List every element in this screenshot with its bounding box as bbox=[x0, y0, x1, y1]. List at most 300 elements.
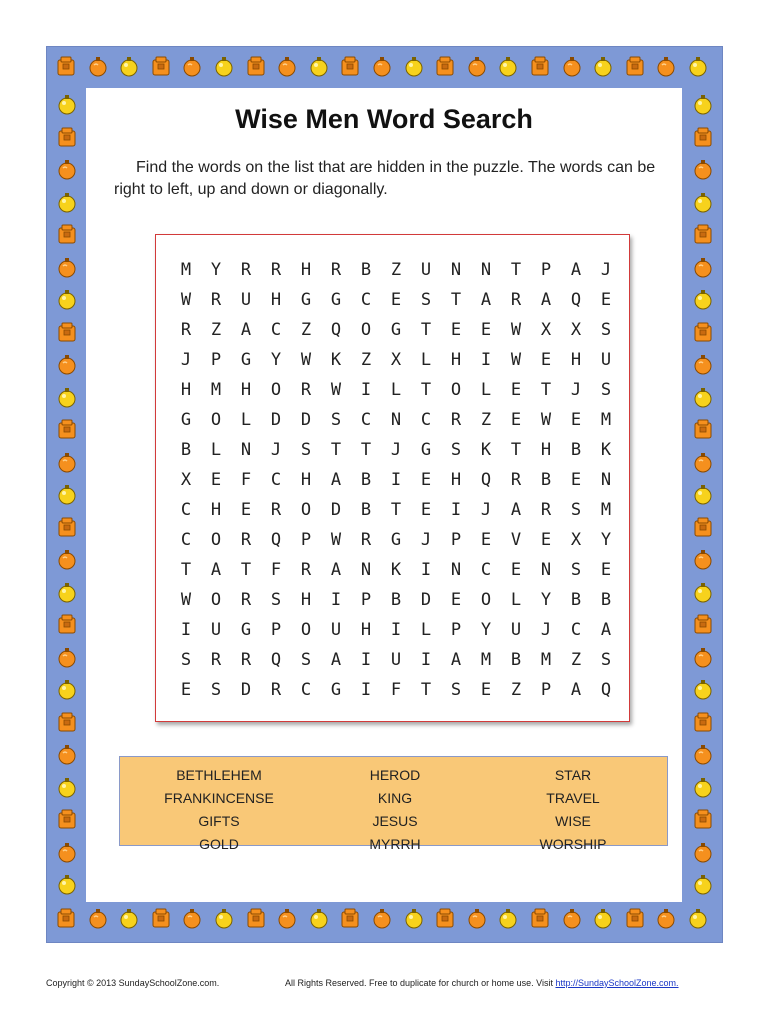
gift-box-icon bbox=[692, 320, 714, 344]
grid-letter: A bbox=[570, 260, 582, 280]
word-list-item: WISE bbox=[555, 813, 591, 829]
grid-letter: H bbox=[210, 500, 222, 520]
grid-letter: E bbox=[570, 470, 582, 490]
grid-letter: K bbox=[330, 350, 342, 370]
grid-letter: A bbox=[570, 680, 582, 700]
orange-ornament-icon bbox=[692, 157, 714, 181]
word-list-item: TRAVEL bbox=[546, 790, 600, 806]
grid-letter: D bbox=[300, 410, 312, 430]
grid-letter: U bbox=[510, 620, 522, 640]
grid-letter: G bbox=[390, 320, 402, 340]
grid-letter: R bbox=[240, 260, 252, 280]
grid-letter: Z bbox=[570, 650, 582, 670]
grid-letter: G bbox=[390, 530, 402, 550]
grid-letter: M bbox=[600, 410, 612, 430]
grid-letter: C bbox=[180, 500, 192, 520]
grid-letter: M bbox=[600, 500, 612, 520]
grid-letter: R bbox=[300, 560, 312, 580]
grid-letter: U bbox=[240, 290, 252, 310]
gift-box-icon bbox=[55, 54, 77, 78]
grid-row bbox=[171, 525, 621, 555]
grid-letter: N bbox=[390, 410, 402, 430]
gold-ornament-icon bbox=[687, 906, 709, 930]
gold-ornament-icon bbox=[308, 54, 330, 78]
gift-box-icon bbox=[56, 515, 78, 539]
grid-letter: S bbox=[330, 410, 342, 430]
grid-letter: U bbox=[390, 650, 402, 670]
grid-letter: A bbox=[510, 500, 522, 520]
grid-letter: E bbox=[390, 290, 402, 310]
orange-ornament-icon bbox=[692, 255, 714, 279]
grid-letter: C bbox=[300, 680, 312, 700]
grid-letter: O bbox=[210, 530, 222, 550]
word-list-item: WORSHIP bbox=[539, 836, 607, 852]
grid-letter: R bbox=[210, 650, 222, 670]
gift-box-icon bbox=[339, 54, 361, 78]
grid-letter: S bbox=[570, 560, 582, 580]
grid-letter: R bbox=[210, 290, 222, 310]
gold-ornament-icon bbox=[692, 580, 714, 604]
grid-letter: U bbox=[420, 260, 432, 280]
grid-row bbox=[171, 585, 621, 615]
grid-letter: H bbox=[540, 440, 552, 460]
gift-box-icon bbox=[56, 612, 78, 636]
orange-ornament-icon bbox=[181, 906, 203, 930]
grid-letter: Z bbox=[210, 320, 222, 340]
gold-ornament-icon bbox=[308, 906, 330, 930]
grid-letter: W bbox=[540, 410, 552, 430]
grid-letter: E bbox=[240, 500, 252, 520]
gold-ornament-icon bbox=[403, 906, 425, 930]
grid-letter: E bbox=[480, 530, 492, 550]
grid-letter: H bbox=[180, 380, 192, 400]
grid-letter: W bbox=[300, 350, 312, 370]
grid-letter: I bbox=[390, 620, 402, 640]
grid-letter: J bbox=[480, 500, 492, 520]
grid-letter: P bbox=[540, 680, 552, 700]
grid-letter: B bbox=[360, 260, 372, 280]
grid-letter: R bbox=[270, 680, 282, 700]
gold-ornament-icon bbox=[692, 872, 714, 896]
grid-letter: H bbox=[240, 380, 252, 400]
grid-letter: L bbox=[390, 380, 402, 400]
grid-letter: R bbox=[510, 290, 522, 310]
orange-ornament-icon bbox=[692, 352, 714, 376]
grid-letter: B bbox=[540, 470, 552, 490]
gold-ornament-icon bbox=[692, 677, 714, 701]
grid-letter: Y bbox=[270, 350, 282, 370]
grid-letter: A bbox=[330, 470, 342, 490]
orange-ornament-icon bbox=[56, 840, 78, 864]
word-list-item: JESUS bbox=[372, 813, 418, 829]
grid-letter: H bbox=[450, 350, 462, 370]
gold-ornament-icon bbox=[56, 580, 78, 604]
grid-letter: S bbox=[300, 650, 312, 670]
grid-letter: B bbox=[180, 440, 192, 460]
grid-letter: D bbox=[420, 590, 432, 610]
gift-box-icon bbox=[56, 710, 78, 734]
grid-letter: Q bbox=[270, 650, 282, 670]
grid-letter: K bbox=[390, 560, 402, 580]
gift-box-icon bbox=[529, 54, 551, 78]
grid-letter: W bbox=[330, 530, 342, 550]
grid-letter: T bbox=[390, 500, 402, 520]
gift-box-icon bbox=[150, 54, 172, 78]
grid-row bbox=[171, 645, 621, 675]
grid-letter: O bbox=[210, 410, 222, 430]
orange-ornament-icon bbox=[561, 54, 583, 78]
grid-letter: M bbox=[480, 650, 492, 670]
grid-row bbox=[171, 435, 621, 465]
grid-row bbox=[171, 255, 621, 285]
orange-ornament-icon bbox=[371, 906, 393, 930]
orange-ornament-icon bbox=[371, 54, 393, 78]
grid-letter: N bbox=[540, 560, 552, 580]
grid-letter: X bbox=[540, 320, 552, 340]
grid-letter: O bbox=[300, 620, 312, 640]
orange-ornament-icon bbox=[655, 54, 677, 78]
grid-letter: Q bbox=[330, 320, 342, 340]
grid-row bbox=[171, 675, 621, 705]
grid-letter: T bbox=[330, 440, 342, 460]
orange-ornament-icon bbox=[692, 840, 714, 864]
grid-letter: K bbox=[480, 440, 492, 460]
grid-letter: X bbox=[570, 530, 582, 550]
grid-letter: Z bbox=[360, 350, 372, 370]
grid-letter: Z bbox=[300, 320, 312, 340]
grid-row bbox=[171, 375, 621, 405]
gold-ornament-icon bbox=[692, 775, 714, 799]
footer-link[interactable]: http://SundaySchoolZone.com. bbox=[555, 978, 679, 988]
gift-box-icon bbox=[245, 906, 267, 930]
grid-letter: S bbox=[210, 680, 222, 700]
gift-box-icon bbox=[56, 125, 78, 149]
grid-letter: E bbox=[510, 410, 522, 430]
grid-letter: D bbox=[240, 680, 252, 700]
grid-letter: A bbox=[330, 560, 342, 580]
grid-letter: R bbox=[270, 260, 282, 280]
grid-letter: A bbox=[240, 320, 252, 340]
grid-letter: T bbox=[420, 380, 432, 400]
grid-letter: E bbox=[450, 590, 462, 610]
grid-letter: P bbox=[450, 530, 462, 550]
grid-letter: T bbox=[180, 560, 192, 580]
grid-letter: Z bbox=[510, 680, 522, 700]
orange-ornament-icon bbox=[56, 157, 78, 181]
gold-ornament-icon bbox=[56, 190, 78, 214]
grid-letter: R bbox=[330, 260, 342, 280]
grid-letter: B bbox=[360, 470, 372, 490]
grid-letter: H bbox=[270, 290, 282, 310]
gold-ornament-icon bbox=[592, 54, 614, 78]
grid-letter: B bbox=[360, 500, 372, 520]
grid-letter: Y bbox=[210, 260, 222, 280]
gift-box-icon bbox=[55, 906, 77, 930]
grid-letter: W bbox=[180, 290, 192, 310]
grid-letter: O bbox=[360, 320, 372, 340]
orange-ornament-icon bbox=[276, 54, 298, 78]
grid-letter: A bbox=[540, 290, 552, 310]
grid-letter: I bbox=[360, 680, 372, 700]
grid-letter: N bbox=[360, 560, 372, 580]
grid-letter: W bbox=[330, 380, 342, 400]
grid-letter: C bbox=[480, 560, 492, 580]
gold-ornament-icon bbox=[692, 190, 714, 214]
grid-letter: E bbox=[600, 560, 612, 580]
orange-ornament-icon bbox=[56, 645, 78, 669]
gold-ornament-icon bbox=[403, 54, 425, 78]
grid-letter: T bbox=[540, 380, 552, 400]
grid-letter: I bbox=[450, 500, 462, 520]
grid-letter: R bbox=[510, 470, 522, 490]
grid-letter: W bbox=[180, 590, 192, 610]
grid-letter: O bbox=[270, 380, 282, 400]
gold-ornament-icon bbox=[497, 906, 519, 930]
gold-ornament-icon bbox=[56, 482, 78, 506]
gift-box-icon bbox=[692, 515, 714, 539]
grid-letter: G bbox=[240, 620, 252, 640]
orange-ornament-icon bbox=[655, 906, 677, 930]
grid-letter: E bbox=[210, 470, 222, 490]
orange-ornament-icon bbox=[56, 255, 78, 279]
gold-ornament-icon bbox=[56, 677, 78, 701]
grid-letter: G bbox=[300, 290, 312, 310]
grid-letter: N bbox=[450, 560, 462, 580]
gift-box-icon bbox=[150, 906, 172, 930]
grid-letter: S bbox=[270, 590, 282, 610]
gift-box-icon bbox=[692, 125, 714, 149]
grid-letter: S bbox=[570, 500, 582, 520]
gift-box-icon bbox=[56, 417, 78, 441]
grid-letter: J bbox=[600, 260, 612, 280]
grid-letter: E bbox=[540, 530, 552, 550]
grid-letter: C bbox=[570, 620, 582, 640]
grid-letter: Z bbox=[480, 410, 492, 430]
word-list-item: BETHLEHEM bbox=[176, 767, 262, 783]
grid-letter: V bbox=[510, 530, 522, 550]
orange-ornament-icon bbox=[56, 742, 78, 766]
grid-letter: W bbox=[510, 350, 522, 370]
gift-box-icon bbox=[56, 320, 78, 344]
grid-letter: U bbox=[330, 620, 342, 640]
grid-letter: J bbox=[270, 440, 282, 460]
grid-letter: C bbox=[360, 410, 372, 430]
grid-letter: E bbox=[600, 290, 612, 310]
grid-letter: L bbox=[420, 620, 432, 640]
grid-letter: S bbox=[180, 650, 192, 670]
grid-letter: M bbox=[540, 650, 552, 670]
grid-letter: N bbox=[450, 260, 462, 280]
gold-ornament-icon bbox=[56, 287, 78, 311]
grid-letter: J bbox=[390, 440, 402, 460]
word-list-item: FRANKINCENSE bbox=[164, 790, 274, 806]
grid-letter: O bbox=[480, 590, 492, 610]
word-column-1 bbox=[144, 765, 294, 857]
grid-letter: P bbox=[540, 260, 552, 280]
gold-ornament-icon bbox=[56, 872, 78, 896]
grid-letter: I bbox=[390, 470, 402, 490]
grid-letter: A bbox=[450, 650, 462, 670]
orange-ornament-icon bbox=[181, 54, 203, 78]
grid-letter: T bbox=[510, 440, 522, 460]
word-list-item: MYRRH bbox=[369, 836, 421, 852]
grid-letter: T bbox=[450, 290, 462, 310]
grid-letter: E bbox=[570, 410, 582, 430]
word-list-item: KING bbox=[377, 790, 413, 806]
gold-ornament-icon bbox=[213, 906, 235, 930]
orange-ornament-icon bbox=[692, 450, 714, 474]
gold-ornament-icon bbox=[118, 54, 140, 78]
grid-row bbox=[171, 285, 621, 315]
word-list-item: STAR bbox=[554, 767, 592, 783]
grid-row bbox=[171, 615, 621, 645]
grid-letter: F bbox=[390, 680, 402, 700]
grid-letter: P bbox=[360, 590, 372, 610]
grid-letter: J bbox=[420, 530, 432, 550]
grid-letter: S bbox=[600, 650, 612, 670]
word-list-item: GOLD bbox=[199, 836, 239, 852]
gold-ornament-icon bbox=[692, 92, 714, 116]
orange-ornament-icon bbox=[56, 450, 78, 474]
word-list-item: HEROD bbox=[369, 767, 421, 783]
grid-letter: E bbox=[180, 680, 192, 700]
grid-letter: R bbox=[180, 320, 192, 340]
orange-ornament-icon bbox=[692, 547, 714, 571]
gift-box-icon bbox=[56, 222, 78, 246]
grid-letter: B bbox=[570, 440, 582, 460]
grid-letter: Q bbox=[600, 680, 612, 700]
grid-letter: E bbox=[480, 320, 492, 340]
grid-letter: H bbox=[300, 590, 312, 610]
grid-row bbox=[171, 465, 621, 495]
grid-letter: O bbox=[210, 590, 222, 610]
gift-box-icon bbox=[434, 906, 456, 930]
grid-letter: L bbox=[420, 350, 432, 370]
grid-letter: L bbox=[240, 410, 252, 430]
grid-letter: C bbox=[180, 530, 192, 550]
orange-ornament-icon bbox=[87, 54, 109, 78]
letter-grid bbox=[171, 255, 621, 705]
grid-row bbox=[171, 555, 621, 585]
grid-letter: H bbox=[570, 350, 582, 370]
grid-letter: Q bbox=[270, 530, 282, 550]
word-list-item: GIFTS bbox=[198, 813, 240, 829]
grid-letter: N bbox=[480, 260, 492, 280]
gold-ornament-icon bbox=[213, 54, 235, 78]
grid-letter: T bbox=[420, 680, 432, 700]
grid-letter: R bbox=[240, 650, 252, 670]
grid-letter: U bbox=[210, 620, 222, 640]
grid-letter: R bbox=[240, 590, 252, 610]
grid-letter: D bbox=[270, 410, 282, 430]
gift-box-icon bbox=[245, 54, 267, 78]
gift-box-icon bbox=[692, 612, 714, 636]
grid-letter: B bbox=[510, 650, 522, 670]
footer-rights bbox=[285, 978, 679, 988]
grid-letter: U bbox=[600, 350, 612, 370]
gold-ornament-icon bbox=[497, 54, 519, 78]
gift-box-icon bbox=[529, 906, 551, 930]
grid-letter: H bbox=[450, 470, 462, 490]
gift-box-icon bbox=[692, 417, 714, 441]
orange-ornament-icon bbox=[466, 906, 488, 930]
grid-row bbox=[171, 345, 621, 375]
grid-letter: E bbox=[540, 350, 552, 370]
grid-letter: D bbox=[330, 500, 342, 520]
orange-ornament-icon bbox=[561, 906, 583, 930]
grid-letter: J bbox=[540, 620, 552, 640]
grid-letter: O bbox=[300, 500, 312, 520]
grid-letter: B bbox=[390, 590, 402, 610]
grid-letter: G bbox=[420, 440, 432, 460]
grid-letter: Q bbox=[480, 470, 492, 490]
grid-letter: L bbox=[480, 380, 492, 400]
grid-letter: F bbox=[270, 560, 282, 580]
word-column-2 bbox=[320, 765, 470, 857]
grid-letter: I bbox=[360, 380, 372, 400]
grid-letter: S bbox=[600, 380, 612, 400]
grid-letter: C bbox=[270, 320, 282, 340]
grid-letter: P bbox=[450, 620, 462, 640]
gift-box-icon bbox=[692, 710, 714, 734]
gold-ornament-icon bbox=[692, 287, 714, 311]
page-title: Wise Men Word Search bbox=[235, 104, 533, 134]
gold-ornament-icon bbox=[56, 92, 78, 116]
grid-letter: I bbox=[420, 650, 432, 670]
grid-letter: G bbox=[330, 680, 342, 700]
grid-letter: K bbox=[600, 440, 612, 460]
grid-letter: E bbox=[450, 320, 462, 340]
grid-letter: P bbox=[270, 620, 282, 640]
gold-ornament-icon bbox=[56, 385, 78, 409]
grid-letter: B bbox=[600, 590, 612, 610]
grid-row bbox=[171, 405, 621, 435]
grid-letter: P bbox=[210, 350, 222, 370]
grid-letter: B bbox=[570, 590, 582, 610]
grid-letter: X bbox=[390, 350, 402, 370]
grid-letter: R bbox=[360, 530, 372, 550]
gift-box-icon bbox=[692, 807, 714, 831]
grid-letter: G bbox=[180, 410, 192, 430]
grid-letter: R bbox=[540, 500, 552, 520]
grid-letter: E bbox=[510, 380, 522, 400]
orange-ornament-icon bbox=[87, 906, 109, 930]
grid-letter: I bbox=[180, 620, 192, 640]
grid-letter: Z bbox=[390, 260, 402, 280]
grid-letter: Y bbox=[600, 530, 612, 550]
grid-letter: S bbox=[300, 440, 312, 460]
word-column-3 bbox=[498, 765, 648, 857]
grid-letter: J bbox=[570, 380, 582, 400]
grid-letter: S bbox=[600, 320, 612, 340]
grid-letter: H bbox=[300, 470, 312, 490]
grid-letter: N bbox=[600, 470, 612, 490]
gold-ornament-icon bbox=[118, 906, 140, 930]
grid-letter: Q bbox=[570, 290, 582, 310]
grid-letter: C bbox=[420, 410, 432, 430]
grid-letter: S bbox=[420, 290, 432, 310]
orange-ornament-icon bbox=[692, 645, 714, 669]
grid-row bbox=[171, 315, 621, 345]
grid-letter: E bbox=[420, 500, 432, 520]
grid-letter: Y bbox=[540, 590, 552, 610]
gift-box-icon bbox=[339, 906, 361, 930]
grid-letter: E bbox=[510, 560, 522, 580]
grid-letter: C bbox=[360, 290, 372, 310]
grid-letter: L bbox=[510, 590, 522, 610]
grid-letter: R bbox=[300, 380, 312, 400]
grid-letter: M bbox=[180, 260, 192, 280]
